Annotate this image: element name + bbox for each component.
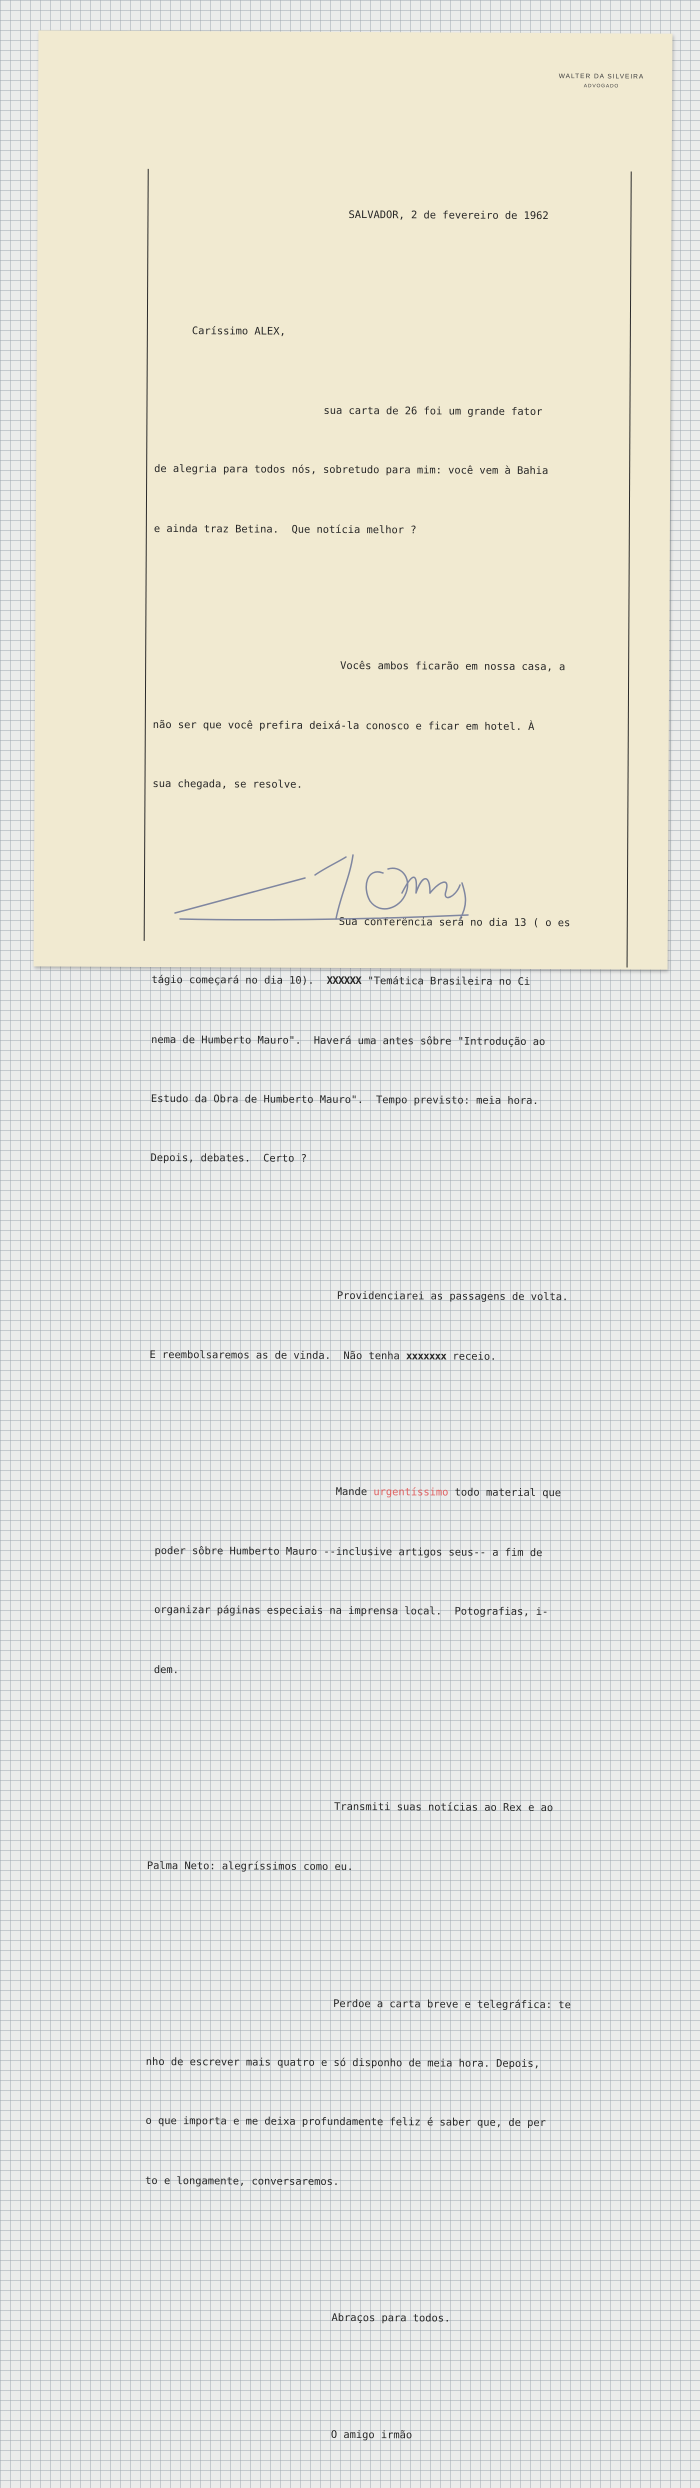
- text-segment: E reembolsaremos as de vinda. Não tenha: [149, 1348, 407, 1362]
- paragraph-line: Sua conferência será no dia 13 ( o es: [338, 915, 571, 930]
- paragraph-line: Providenciarei as passagens de volta.: [336, 1290, 569, 1304]
- typed-strikeout: xxxxxxx: [405, 1349, 447, 1363]
- text-segment: receio.: [446, 1350, 497, 1363]
- typed-strikeout: XXXXXX: [326, 975, 362, 988]
- letterhead-title: ADVOGADO: [583, 83, 620, 90]
- signature-stroke: [180, 915, 468, 920]
- letter-body: [144, 165, 644, 2487]
- paragraph-line: [151, 971, 639, 993]
- letterhead: [559, 73, 645, 89]
- letterhead-name: WALTER DA SILVEIRA: [558, 73, 645, 81]
- paragraph-line: Depois, debates. Certo ?: [150, 1152, 307, 1166]
- paragraph-line: to e longamente, conversaremos.: [145, 2174, 340, 2188]
- signature-stroke: [430, 882, 460, 897]
- text-segment: todo material que: [448, 1486, 562, 1500]
- paragraph-line: nema de Humberto Mauro". Haverá uma antes sôbre "Introdução ao: [151, 1033, 546, 1048]
- signature-stroke: [460, 883, 466, 919]
- paragraph-line: dem.: [153, 1663, 179, 1676]
- paragraph-line: Estudo da Obra de Humberto Mauro". Tempo previsto: meia hora.: [150, 1093, 539, 1108]
- closing: Abraços para todos.: [331, 2312, 451, 2326]
- letter-paper: [34, 30, 673, 2442]
- paragraph-line: Perdoe a carta breve e telegráfica: te: [333, 1997, 571, 2011]
- signature-stroke: [366, 868, 407, 909]
- paragraph-line: organizar páginas especiais na imprensa local. Potografias, i-: [154, 1604, 549, 1619]
- paragraph-line: Transmiti suas notícias ao Rex e ao: [334, 1801, 554, 1815]
- paragraph-line: Vocês ambos ficarão em nossa casa, a: [340, 660, 566, 674]
- signature-stroke: [336, 855, 353, 919]
- closing-signoff: O amigo irmão: [330, 2429, 413, 2442]
- red-emphasis: urgentíssimo: [373, 1486, 449, 1499]
- text-segment: Mande: [335, 1486, 374, 1499]
- salutation: Caríssimo ALEX,: [191, 324, 286, 338]
- signature-stroke: [315, 857, 346, 875]
- paragraph-line: não ser que você prefira deixá-la conosco e ficar em hotel. À: [152, 718, 535, 733]
- paragraph-line: sua carta de 26 foi um grande fator: [323, 404, 543, 418]
- paragraph-line: sua chegada, se resolve.: [152, 778, 303, 791]
- paragraph-line: e ainda traz Betina. Que notícia melhor ?: [153, 522, 417, 536]
- paragraph-line: [149, 1346, 637, 1368]
- paragraph-line: nho de escrever mais quatro e só disponho de meia hora. Depois,: [145, 2055, 540, 2070]
- paragraph-line: Palma Neto: alegríssimos como eu.: [146, 1859, 354, 1873]
- text-segment: "Temática Brasileira no Ci: [361, 975, 531, 989]
- handwritten-signature: [150, 835, 490, 925]
- place-date: SALVADOR, 2 de fevereiro de 1962: [348, 208, 549, 222]
- left-margin-rule: [144, 169, 149, 941]
- paragraph-line: [149, 1482, 637, 1504]
- paragraph-line: de alegria para todos nós, sobretudo para mim: você vem à Bahia: [154, 463, 549, 478]
- text-segment: tágio começará no dia 10).: [151, 974, 327, 988]
- paragraph-line: poder sôbre Humberto Mauro --inclusive artigos seus-- a fim de: [154, 1544, 543, 1559]
- signature-stroke: [175, 878, 305, 913]
- paragraph-line: o que importa e me deixa profundamente feliz é saber que, de per: [145, 2115, 546, 2130]
